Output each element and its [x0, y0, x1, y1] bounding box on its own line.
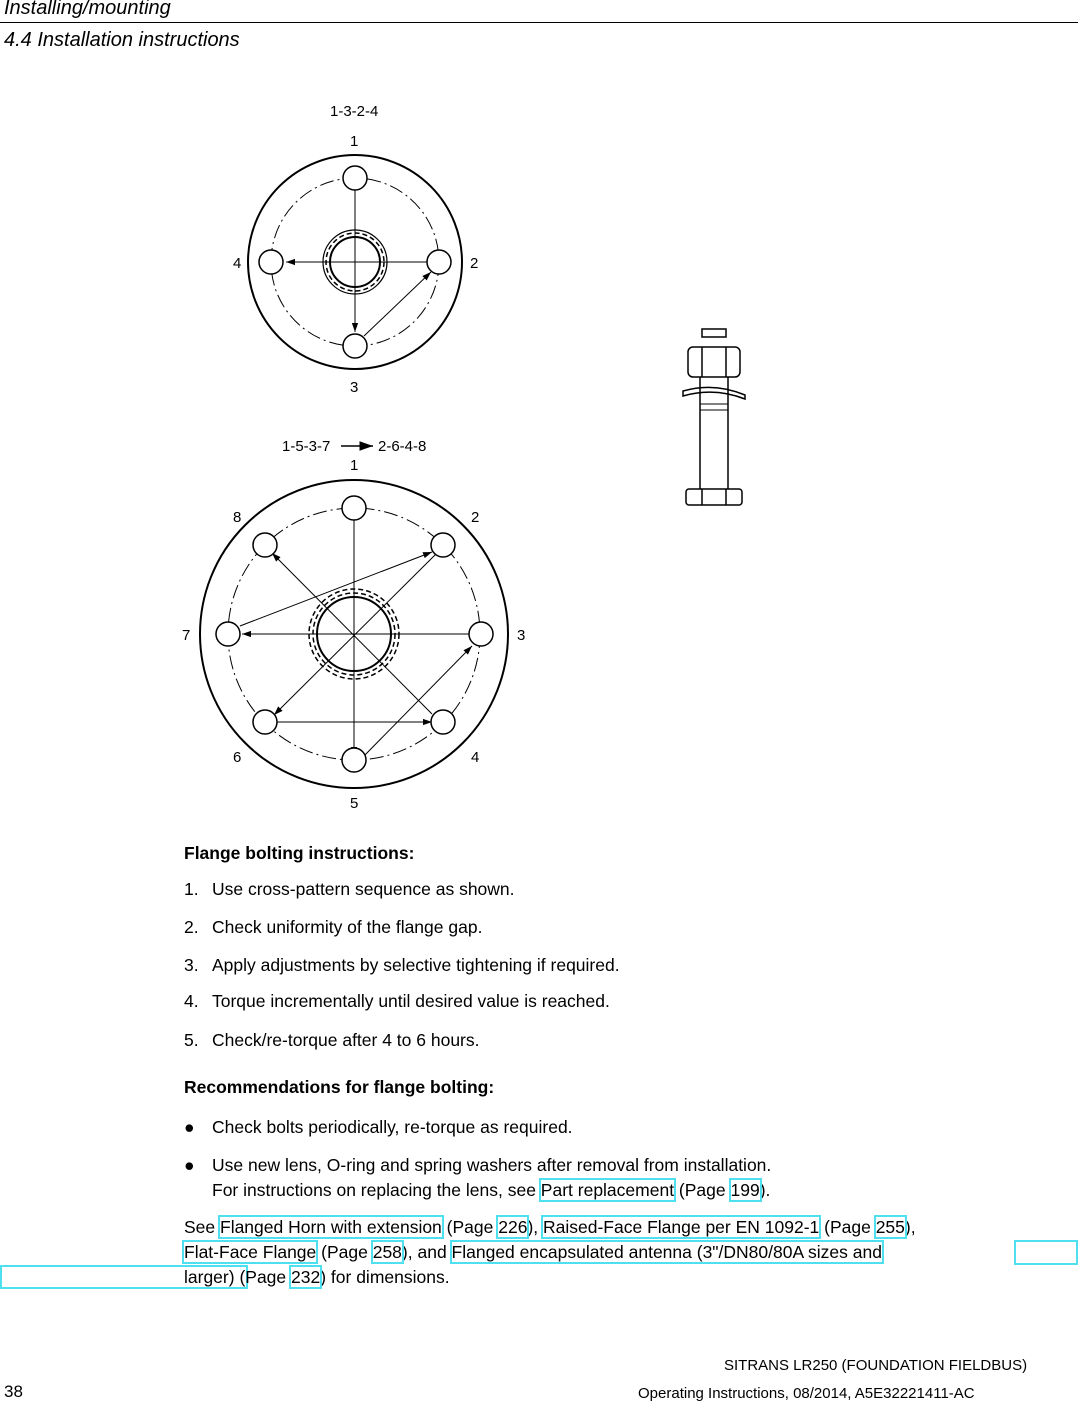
page-number: 38 — [4, 1382, 23, 1401]
eight-bolt-flange-diagram — [182, 438, 525, 812]
step-number: 5. — [184, 1030, 199, 1050]
four-bolt-flange-diagram — [233, 103, 478, 396]
page-ref-text: (Page — [441, 1217, 499, 1237]
four-bolt-sequence-label: 1-3-2-4 — [330, 103, 379, 120]
step-text: Torque incrementally until desired value is reached. — [212, 991, 610, 1011]
step-text: Check uniformity of the flange gap. — [212, 917, 483, 937]
separator-text: ), — [904, 1217, 916, 1237]
bolting-instructions-heading: Flange bolting instructions: — [184, 843, 415, 863]
bolting-step — [184, 916, 482, 938]
step-number: 1. — [184, 879, 199, 899]
bolt-label-1: 1 — [350, 457, 359, 474]
part-replacement-link[interactable]: Part replacement — [540, 1180, 675, 1200]
page-ref-text: (Page — [819, 1217, 876, 1237]
bolt-label-5: 5 — [350, 795, 359, 812]
flanged-horn-link[interactable]: Flanged Horn with extension — [220, 1217, 442, 1237]
see-text: See — [184, 1217, 220, 1237]
running-header-section: 4.4 Installation instructions — [4, 29, 240, 51]
dimensions-line-1 — [184, 1215, 916, 1240]
bolting-step — [184, 954, 620, 976]
page-ref-text: (Page — [674, 1180, 731, 1200]
step-number: 3. — [184, 955, 199, 975]
bolt-label-4: 4 — [471, 749, 480, 766]
recommendation-text: Check bolts periodically, re-torque as required. — [212, 1117, 573, 1137]
bullet-icon: ● — [184, 1117, 195, 1137]
bolt-label-2: 2 — [470, 255, 479, 272]
step-text: Use cross-pattern sequence as shown. — [212, 879, 515, 899]
page-232-link[interactable]: 232 — [291, 1267, 321, 1287]
recommendations-heading: Recommendations for flange bolting: — [184, 1077, 495, 1097]
running-header-chapter: Installing/mounting — [4, 0, 171, 19]
eight-bolt-sequence-label-b: 2-6-4-8 — [378, 438, 427, 455]
bolt-label-3: 3 — [517, 627, 526, 644]
page-258-link[interactable]: 258 — [372, 1242, 402, 1262]
bolt-label-4: 4 — [233, 255, 242, 272]
page-255-link[interactable]: 255 — [875, 1217, 905, 1237]
flanged-encapsulated-antenna-link-cont[interactable]: larger) — [184, 1267, 235, 1287]
bolt-label-2: 2 — [471, 509, 480, 526]
footer-product: SITRANS LR250 (FOUNDATION FIELDBUS) — [724, 1357, 1028, 1374]
bolting-step — [184, 1029, 480, 1051]
page-199-link[interactable]: 199 — [730, 1180, 760, 1200]
dimensions-line-3 — [184, 1265, 450, 1290]
flanged-encapsulated-antenna-link[interactable]: Flanged encapsulated antenna (3"/DN80/80A sizes and — [451, 1242, 882, 1262]
raised-face-flange-link[interactable]: Raised-Face Flange per EN 1092-1 — [543, 1217, 820, 1237]
separator-text: ), and — [401, 1242, 452, 1262]
separator-text: ), — [527, 1217, 543, 1237]
bolt-label-3: 3 — [350, 379, 359, 396]
recommendation-item — [184, 1153, 771, 1177]
note-text: For instructions on replacing the lens, see — [212, 1180, 541, 1200]
recommendation-text: Use new lens, O-ring and spring washers after removal from installation. — [212, 1155, 772, 1175]
page-ref-close: ). — [759, 1180, 771, 1200]
footer-doc-info: Operating Instructions, 08/2014, A5E32221411-AC — [638, 1385, 975, 1402]
page-ref-text: (Page — [316, 1242, 373, 1262]
bolt-label-7: 7 — [182, 627, 191, 644]
page-ref-text: (Page — [234, 1267, 292, 1287]
flat-face-flange-link[interactable]: Flat-Face Flange — [184, 1242, 317, 1262]
step-text: Apply adjustments by selective tightening if required. — [212, 955, 620, 975]
bolt-label-6: 6 — [233, 749, 242, 766]
bolt-label-8: 8 — [233, 509, 242, 526]
recommendation-item — [184, 1115, 573, 1139]
closing-text: ) for dimensions. — [320, 1267, 450, 1287]
dimensions-line-2 — [184, 1240, 882, 1265]
bolt-assembly-drawing — [683, 329, 745, 505]
eight-bolt-sequence-label-a: 1-5-3-7 — [282, 438, 331, 455]
step-number: 2. — [184, 917, 199, 937]
bullet-icon: ● — [184, 1155, 195, 1175]
lens-replacement-note — [212, 1178, 770, 1202]
antenna-link-wrap-box[interactable] — [1014, 1240, 1078, 1265]
step-number: 4. — [184, 991, 199, 1011]
bolting-step — [184, 990, 610, 1012]
bolting-step — [184, 878, 515, 900]
page-226-link[interactable]: 226 — [498, 1217, 528, 1237]
step-text: Check/re-torque after 4 to 6 hours. — [212, 1030, 480, 1050]
bolt-label-1: 1 — [350, 133, 359, 150]
